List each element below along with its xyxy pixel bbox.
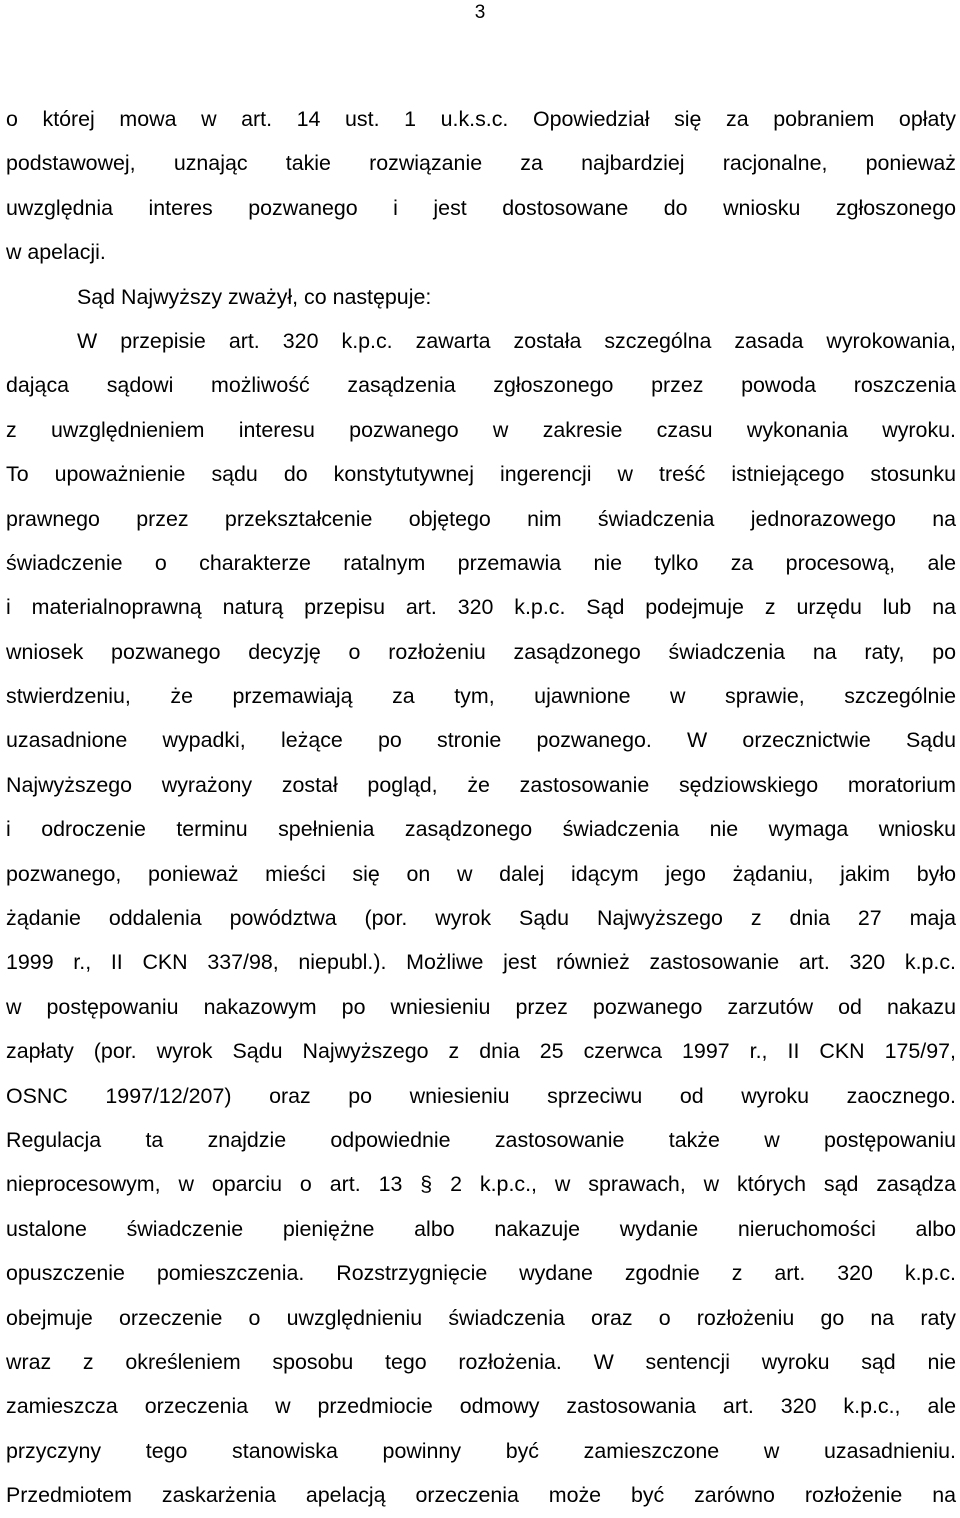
- text-line: Regulacja ta znajdzie odpowiednie zastosowanie także w postępowaniu: [6, 1127, 956, 1152]
- text-line: i odroczenie terminu spełnienia zasądzonego świadczenia nie wymaga wniosku: [6, 817, 956, 842]
- text-line: prawnego przez przekształcenie objętego nim świadczenia jednorazowego na: [6, 506, 956, 531]
- text-line: zamieszcza orzeczenia w przedmiocie odmowy zastosowania art. 320 k.p.c., ale: [6, 1394, 956, 1419]
- text-line: wraz z określeniem sposobu tego rozłożenia. W sentencji wyroku sąd nie: [6, 1349, 956, 1374]
- page-number: 3: [474, 2, 486, 23]
- text-line: To upoważnienie sądu do konstytutywnej ingerencji w treść istniejącego stosunku: [6, 462, 956, 487]
- text-line: Najwyższego wyrażony został pogląd, że zastosowanie sędziowskiego moratorium: [6, 772, 956, 797]
- text-line: żądanie oddalenia powództwa (por. wyrok Sądu Najwyższego z dnia 27 maja: [6, 906, 956, 931]
- text-line: Sąd Najwyższy zważył, co następuje:: [77, 284, 432, 309]
- text-line: Przedmiotem zaskarżenia apelacją orzeczenia może być zarówno rozłożenie na: [6, 1483, 956, 1508]
- text-line: ustalone świadczenie pieniężne albo nakazuje wydanie nieruchomości albo: [6, 1216, 956, 1241]
- text-line: obejmuje orzeczenie o uwzględnieniu świadczenia oraz o rozłożeniu go na raty: [6, 1305, 956, 1330]
- text-line: opuszczenie pomieszczenia. Rozstrzygnięcie wydane zgodnie z art. 320 k.p.c.: [6, 1261, 956, 1286]
- text-line: podstawowej, uznając takie rozwiązanie za najbardziej racjonalne, ponieważ: [6, 151, 956, 176]
- text-line: nieprocesowym, w oparciu o art. 13 § 2 k.p.c., w sprawach, w których sąd zasądza: [6, 1172, 956, 1197]
- text-line: i materialnoprawną naturą przepisu art. 320 k.p.c. Sąd podejmuje z urzędu lub na: [6, 595, 956, 620]
- text-line: uwzględnia interes pozwanego i jest dostosowane do wniosku zgłoszonego: [6, 195, 956, 220]
- text-line: stwierdzeniu, że przemawiają za tym, ujawnione w sprawie, szczególnie: [6, 684, 956, 709]
- text-line: OSNC 1997/12/207) oraz po wniesieniu sprzeciwu od wyroku zaocznego.: [6, 1083, 956, 1108]
- text-line: 1999 r., II CKN 337/98, niepubl.). Możliwe jest również zastosowanie art. 320 k.p.c.: [6, 950, 956, 975]
- text-line: z uwzględnieniem interesu pozwanego w zakresie czasu wykonania wyroku.: [6, 417, 956, 442]
- text-line: przyczyny tego stanowiska powinny być zamieszczone w uzasadnieniu.: [6, 1438, 956, 1463]
- text-line: dająca sądowi możliwość zasądzenia zgłoszonego przez powoda roszczenia: [6, 373, 956, 398]
- text-line: świadczenie o charakterze ratalnym przemawia nie tylko za procesową, ale: [6, 550, 956, 575]
- text-line: uzasadnione wypadki, leżące po stronie pozwanego. W orzecznictwie Sądu: [6, 728, 956, 753]
- text-line: W przepisie art. 320 k.p.c. zawarta została szczególna zasada wyrokowania,: [77, 328, 956, 353]
- text-line: pozwanego, ponieważ mieści się on w dalej idącym jego żądaniu, jakim było: [6, 861, 956, 886]
- text-line: wniosek pozwanego decyzję o rozłożeniu zasądzonego świadczenia na raty, po: [6, 639, 956, 664]
- text-line: w apelacji.: [6, 240, 106, 265]
- text-line: o której mowa w art. 14 ust. 1 u.k.s.c. Opowiedział się za pobraniem opłaty: [6, 107, 956, 131]
- document-body-text: [6, 97, 956, 1518]
- text-line: zapłaty (por. wyrok Sądu Najwyższego z dnia 25 czerwca 1997 r., II CKN 175/97,: [6, 1039, 956, 1064]
- text-line: w postępowaniu nakazowym po wniesieniu przez pozwanego zarzutów od nakazu: [6, 994, 956, 1019]
